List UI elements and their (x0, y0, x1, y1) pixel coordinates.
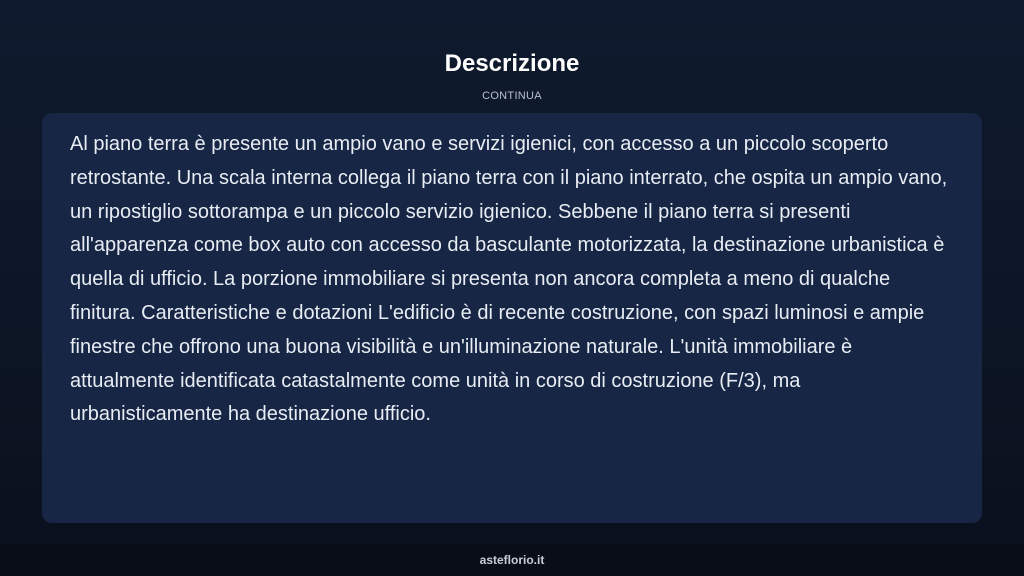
description-text: Al piano terra è presente un ampio vano e servizi igienici, con accesso a un piccolo scoperto retrostante. Una scala interna collega il piano terra con il piano interrato, che ospita un ampio vano, un ripostiglio sottorampa e un piccolo servizio igienico. Sebbene il piano terra si presenti all'apparenza come box auto con accesso da basculante motorizzata, la destinazione urbanistica è quella di ufficio. La porzione immobiliare si presenta non ancora completa a meno di qualche finitura. Caratteristiche e dotazioni L'edificio è di recente costruzione, con spazi luminosi e ampie finestre che offrono una buona visibilità e un'illuminazione naturale. L'unità immobiliare è attualmente identificata catastalmente come unità in corso di costruzione (F/3), ma urbanisticamente ha destinazione ufficio. (70, 133, 948, 426)
page-title: Descrizione (444, 50, 580, 77)
footer-site-label: asteflorio.it (479, 553, 545, 567)
page-subtitle: CONTINUA (482, 90, 542, 102)
footer (0, 544, 1024, 576)
description-card (42, 113, 982, 523)
